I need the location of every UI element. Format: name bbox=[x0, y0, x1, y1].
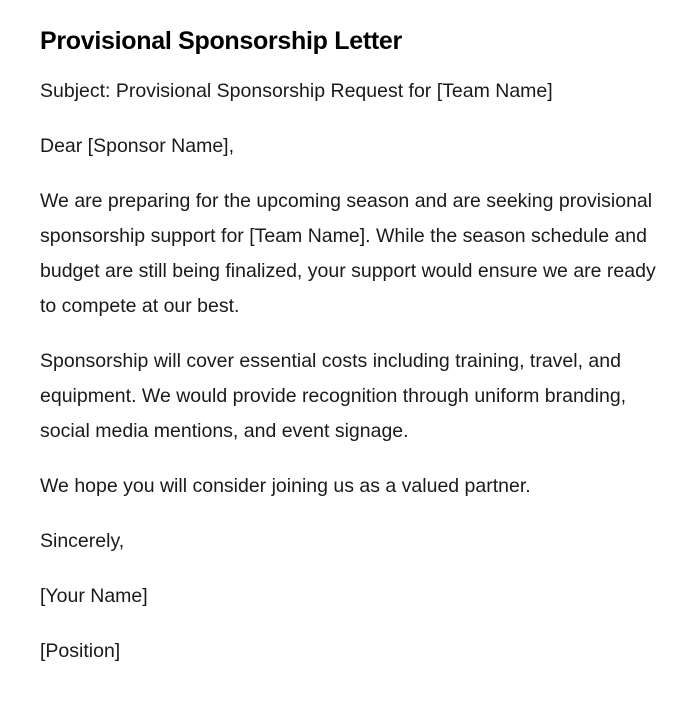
subject-line: Subject: Provisional Sponsorship Request for [Team Name] bbox=[40, 80, 553, 102]
body-paragraph-2: Sponsorship will cover essential costs including training, travel, and equipment. We would provide recognition through uniform branding, social media mentions, and event signage. bbox=[40, 350, 627, 442]
signer-name: [Your Name] bbox=[40, 585, 148, 607]
body-paragraph-1: We are preparing for the upcoming season and are seeking provisional sponsorship support for [Team Name]. While the season schedule and budget are still being finalized, your support would ensure we are ready to compete at our best. bbox=[40, 190, 656, 317]
sign-off: Sincerely, bbox=[40, 530, 125, 552]
signer-position: [Position] bbox=[40, 640, 121, 662]
letter-document bbox=[40, 24, 660, 689]
salutation: Dear [Sponsor Name], bbox=[40, 135, 235, 157]
letter-title: Provisional Sponsorship Letter bbox=[40, 27, 402, 55]
closing-line: We hope you will consider joining us as a valued partner. bbox=[40, 475, 531, 497]
